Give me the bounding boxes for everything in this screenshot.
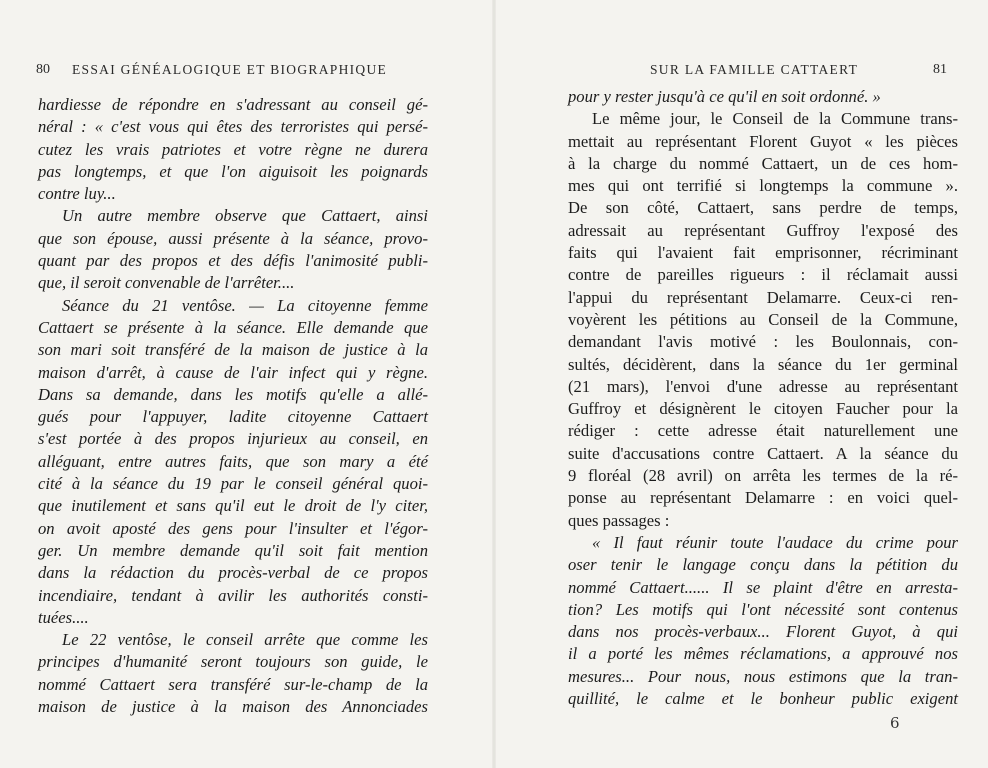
text-line: hardiesse de répondre en s'adressant au conseil gé- (38, 95, 428, 114)
text-line: Un autre membre observe que Cattaert, ainsi (62, 206, 428, 226)
text-line: demandant l'avis motivé : les Boulonnais, con- (568, 332, 958, 352)
text-line: suite d'accusations contre Cattaert. A la séance du (568, 443, 958, 463)
text-line: (21 mars), l'envoi d'une adresse au représentant (568, 376, 958, 396)
text-line: maison d'arrêt, à cause de l'air infect qui y règne. (38, 362, 428, 382)
text-line: principes d'humanité seront toujours son guide, le (38, 652, 428, 672)
text-line: Cattaert se présente à la séance. Elle demande que (38, 317, 428, 337)
text-line: contre de pareilles rigueurs : il réclamait aussi (568, 265, 958, 285)
text-line: il a porté les mêmes réclamations, a approuvé nos (568, 644, 958, 664)
text-line: sultés, décidèrent, dans la séance du 1er germinal (568, 354, 958, 374)
text-line: quillité, le calme et le bonheur public exigent (568, 689, 958, 709)
text-line: que son épouse, aussi présente à la séance, provo- (38, 228, 428, 248)
text-line: pas longtemps, et que l'on aiguisoit les poignards (38, 161, 428, 181)
text-line: Guffroy et désignèrent le citoyen Faucher pour la (568, 399, 958, 419)
left-page-number: 80 (36, 62, 50, 77)
text-line: gués pour l'appuyer, ladite citoyenne Cattaert (38, 407, 428, 427)
left-running-title: ESSAI GÉNÉALOGIQUE ET BIOGRAPHIQUE (72, 62, 388, 77)
text-line: Le même jour, le Conseil de la Commune trans- (592, 109, 958, 129)
text-line: mes qui ont terrifié si longtemps la commune ». (568, 176, 958, 196)
text-line: néral : « c'est vous qui êtes des terroristes qui persé- (38, 117, 428, 137)
left-page-text (38, 94, 428, 718)
left-running-head (36, 62, 466, 82)
text-line: tion? Les motifs qui l'ont nécessité sont contenus (568, 599, 958, 619)
text-line: faits qui l'avaient fait emprisonner, récriminant (568, 243, 958, 263)
text-line: 9 floréal (28 avril) on arrêta les termes de la ré- (568, 466, 958, 486)
text-line: ponse au représentant Delamarre : en voici quel- (568, 488, 958, 508)
text-line: nommé Cattaert sera transféré sur-le-champ de la (38, 674, 428, 694)
text-line: alléguant, entre autres faits, que son mary a été (38, 451, 428, 471)
text-line: à la charge du nommé Cattaert, un de ces hom- (568, 153, 958, 173)
text-line: contre luy... (38, 184, 116, 204)
text-line: cité à la séance du 19 par le conseil général quoi- (38, 474, 428, 494)
right-running-title: SUR LA FAMILLE CATTAERT (650, 62, 859, 77)
signature-mark: 6 (890, 714, 900, 732)
text-line: oser tenir le langage conçu dans la pétition du (568, 555, 958, 575)
text-line: voyèrent les pétitions au Conseil de la Commune, (568, 309, 958, 329)
text-line: Séance du 21 ventôse. — La citoyenne femme (62, 295, 428, 315)
text-line: incendiaire, tendant à avilir les authorités consti- (38, 585, 428, 605)
text-line: mesures... Pour nous, nous estimons que la tran- (568, 666, 958, 686)
text-line: que, il seroit convenable de l'arrêter.... (38, 273, 295, 293)
right-page-number: 81 (933, 62, 947, 77)
text-line: ger. Un membre demande qu'il soit fait mention (38, 540, 428, 560)
text-line: on avoit aposté des gens pour l'insulter et l'égor- (38, 518, 428, 538)
text-line: adressait au représentant Guffroy l'exposé des (568, 220, 958, 240)
text-line: « Il faut réunir toute l'audace du crime pour (592, 532, 958, 552)
text-line: son mari soit transféré de la maison de justice à la (38, 340, 428, 360)
text-line: De son côté, Cattaert, sans perdre de temps, (568, 198, 958, 218)
text-line: tuées.... (38, 607, 89, 627)
text-line: pour y rester jusqu'à ce qu'il en soit ordonné. » (568, 87, 881, 106)
text-line: Le 22 ventôse, le conseil arrête que comme les (62, 630, 428, 650)
text-line: ques passages : (568, 510, 670, 530)
text-line: mettait au représentant Florent Guyot « les pièces (568, 131, 958, 151)
text-line: dans la rédaction du procès-verbal de ce propos (38, 563, 428, 583)
text-line: l'appui du représentant Delamarre. Ceux-ci ren- (568, 287, 958, 307)
text-line: maison de justice à la maison des Annonciades (38, 697, 428, 717)
right-running-head (650, 62, 950, 82)
text-line: s'est portée à des propos injurieux au conseil, en (38, 429, 428, 449)
text-line: nommé Cattaert...... Il se plaint d'être en arresta- (568, 577, 958, 597)
text-line: cutez les vrais patriotes et votre règne ne durera (38, 139, 428, 159)
text-line: dans nos procès-verbaux... Florent Guyot, à qui (568, 622, 958, 642)
right-page (494, 0, 988, 768)
text-line: rédiger : cette adresse était naturellement une (568, 421, 958, 441)
text-line: que inutilement et sans qu'il eut le droit de l'y citer, (38, 496, 428, 516)
text-line: Dans sa demande, dans les motifs qu'elle a allé- (38, 384, 428, 404)
text-line: quant par des propos et des défis l'animosité publi- (38, 251, 428, 271)
right-page-text (568, 86, 958, 710)
